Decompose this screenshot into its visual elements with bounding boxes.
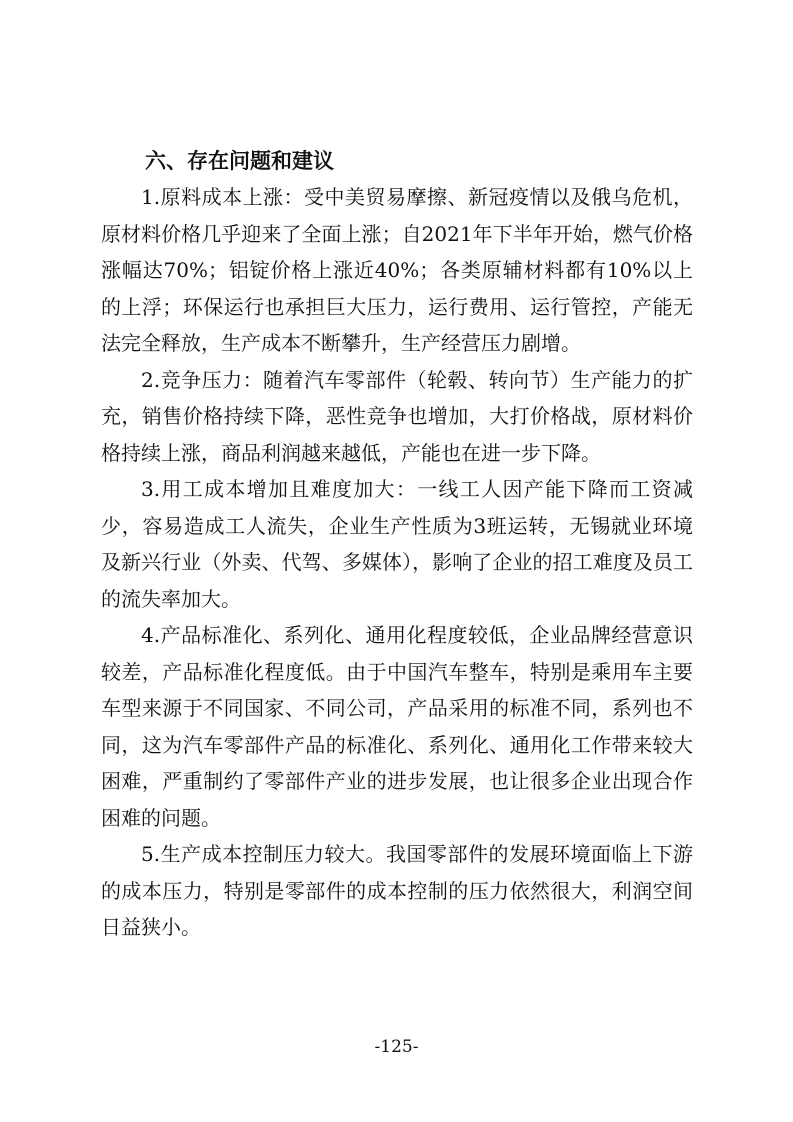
page-body xyxy=(101,143,693,946)
paragraph-competition-pressure: 2.竞争压力：随着汽车零部件（轮毂、转向节）生产能力的扩充，销售价格持续下降，恶性竞争也增加，大打价格战，原材料价格持续上涨，商品利润越来越低，产能也在进一步下降。 xyxy=(101,367,693,465)
section-heading: 六、存在问题和建议 xyxy=(145,149,334,173)
paragraph-labor-cost: 3.用工成本增加且难度加大：一线工人因产能下降而工资减少，容易造成工人流失，企业生产性质为3班运转，无锡就业环境及新兴行业（外卖、代驾、多媒体），影响了企业的招工难度及员工的流失率加大。 xyxy=(101,477,693,611)
paragraph-raw-material-cost: 1.原料成本上涨：受中美贸易摩擦、新冠疫情以及俄乌危机，原材料价格几乎迎来了全面上涨；自2021年下半年开始，燃气价格涨幅达70%；铝锭价格上涨近40%；各类原辅材料都有10%以上的上浮；环保运行也承担巨大压力，运行费用、运行管控，产能无法完全释放，生产成本不断攀升，生产经营压力剧增。 xyxy=(101,185,693,355)
paragraph-cost-control: 5.生产成本控制压力较大。我国零部件的发展环境面临上下游的成本压力，特别是零部件的成本控制的压力依然很大，利润空间日益狭小。 xyxy=(101,842,693,939)
page-number: -125- xyxy=(374,1037,419,1057)
paragraph-standardization: 4.产品标准化、系列化、通用化程度较低，企业品牌经营意识较差，产品标准化程度低。由于中国汽车整车，特别是乘用车主要车型来源于不同国家、不同公司，产品采用的标准不同，系列也不同，这为汽车零部件产品的标准化、系列化、通用化工作带来较大困难，严重制约了零部件产业的进步发展，也让很多企业出现合作困难的问题。 xyxy=(101,623,693,830)
